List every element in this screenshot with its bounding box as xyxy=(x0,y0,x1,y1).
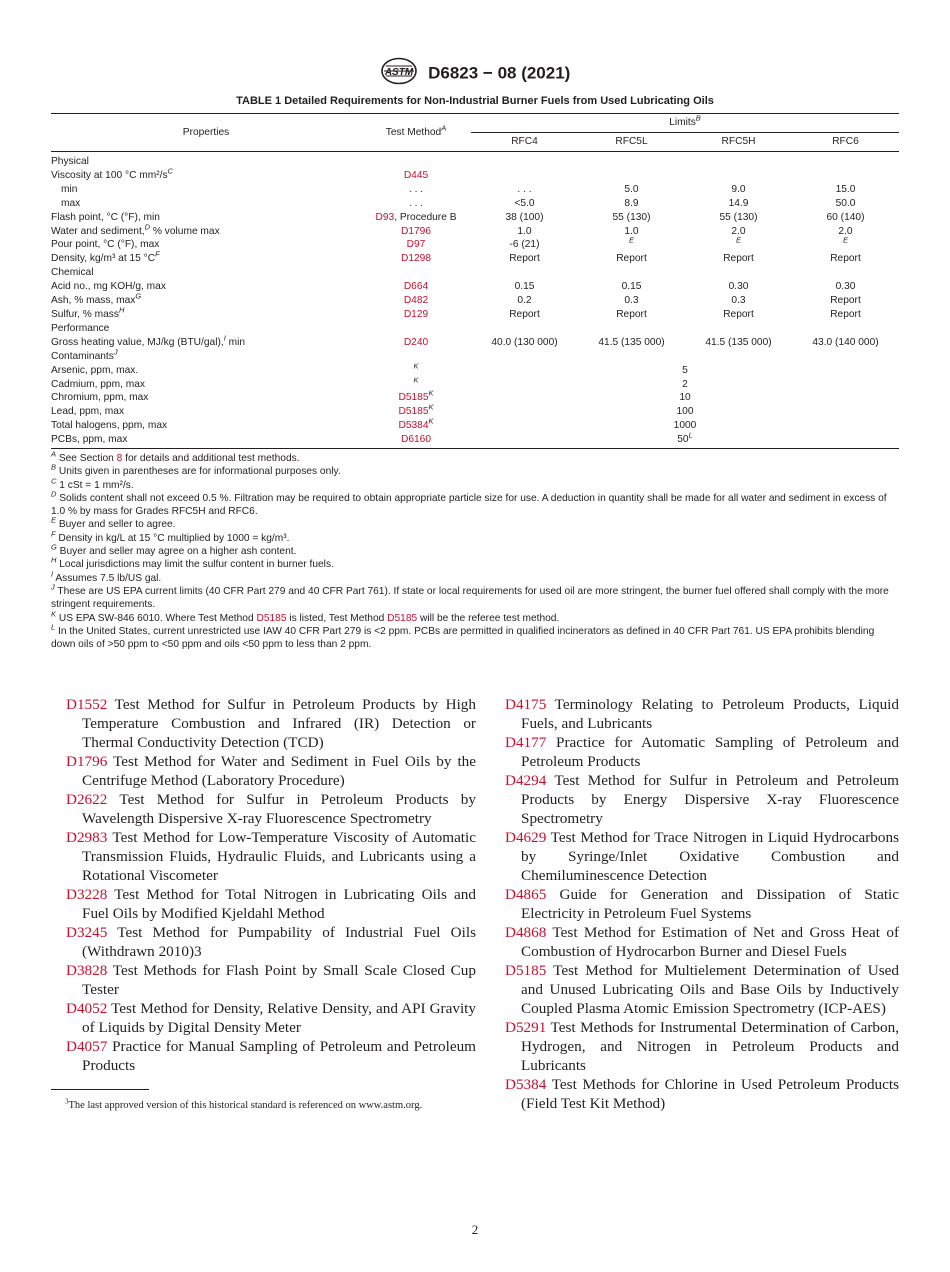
reference-item: D1796 Test Method for Water and Sediment in Fuel Oils by the Centrifuge Method (Laboratory Procedure) xyxy=(66,753,476,789)
reference-code-link[interactable]: D3228 xyxy=(66,886,108,903)
superscript: 3 xyxy=(194,943,202,960)
empty-cell xyxy=(471,350,578,364)
reference-item: D3228 Test Method for Total Nitrogen in Lubricating Oils and Fuel Oils by Modified Kjeldahl Method xyxy=(66,886,476,922)
superscript: D xyxy=(51,489,57,499)
header-test-method: Test Method$^A$ xyxy=(361,114,471,152)
reference-code-link[interactable]: D4868 xyxy=(505,924,547,941)
row-label: Viscosity at 100 °C mm²/$s^C$ xyxy=(51,166,173,181)
limit-cell: 55 (130) xyxy=(612,211,651,223)
reference-code-link[interactable]: D1796 xyxy=(66,753,108,770)
limit-cell: 9.0 xyxy=(731,183,746,195)
page-header xyxy=(0,57,950,90)
test-method-cell: D93, Procedure B xyxy=(375,211,457,223)
limit-cell xyxy=(792,169,899,183)
reference-item: D1552 Test Method for Sulfur in Petroleum Products by High Temperature Combustion and Infrared (IR) Detection or Thermal Conductivity Detection (TCD) xyxy=(66,696,476,751)
limit-cell: 2.0 xyxy=(731,225,746,237)
header-grade: RFC5H xyxy=(685,133,792,152)
superscript: F xyxy=(155,249,160,259)
limit-cell xyxy=(471,266,578,280)
table-row xyxy=(51,364,899,378)
table-row xyxy=(51,225,899,239)
test-method-cell xyxy=(361,416,471,433)
test-method-cell xyxy=(361,402,471,419)
reference-code-link[interactable]: D5384 xyxy=(505,1076,547,1093)
table-row xyxy=(51,266,899,280)
reference-item: D2622 Test Method for Sulfur in Petroleum Products by Wavelength Dispersive X-ray Fluorescence Spectrometry xyxy=(66,791,476,827)
limit-cell: 40.0 (130 000) xyxy=(491,336,558,348)
superscript: C xyxy=(167,166,173,176)
reference-item: D5291 Test Methods for Instrumental Determination of Carbon, Hydrogen, and Nitrogen in Petroleum Products and Lubricants xyxy=(505,1019,899,1074)
limit-cell: 15.0 xyxy=(835,183,856,195)
superscript: E xyxy=(735,236,741,246)
table-row xyxy=(51,183,899,197)
reference-item: D4057 Practice for Manual Sampling of Petroleum and Petroleum Products xyxy=(66,1038,476,1074)
superscript: G xyxy=(51,542,57,552)
limit-cell xyxy=(792,152,899,169)
limit-cell: 50.0 xyxy=(835,197,856,209)
superscript: E xyxy=(51,516,57,526)
reference-code-link[interactable]: D4177 xyxy=(505,734,547,751)
table-note: $^C$ 1 cSt = 1 mm²/s. xyxy=(51,476,134,491)
test-method-cell xyxy=(361,433,471,448)
reference-item: D4177 Practice for Automatic Sampling of Petroleum and Petroleum Products xyxy=(505,734,899,770)
test-method-link[interactable]: D6160 xyxy=(400,434,432,446)
row-label: Total halogens, ppm, max xyxy=(51,420,168,432)
table-row xyxy=(51,238,899,252)
note-link[interactable]: D5185 xyxy=(256,612,287,624)
limit-cell: 14.9 xyxy=(728,197,749,209)
reference-code-link[interactable]: D4294 xyxy=(505,772,547,789)
table-note: $^A$ See Section 8 for details and additional test methods. xyxy=(51,449,300,464)
limit-cell: 1.0 xyxy=(517,225,532,237)
test-method-link[interactable]: D664 xyxy=(403,281,429,293)
superscript: K xyxy=(413,361,419,371)
superscript: A xyxy=(51,449,57,459)
table-note: $^I$ Assumes 7.5 lb/US gal. xyxy=(51,569,162,584)
empty-cell xyxy=(578,350,685,364)
limit-cell: 2.0 xyxy=(838,225,853,237)
test-method-cell xyxy=(361,197,471,211)
references-left-column xyxy=(66,695,476,1075)
header-limits: Limits$^B$ xyxy=(471,114,899,133)
limit-cell: Report xyxy=(616,253,647,265)
limit-cell: Report xyxy=(723,253,754,265)
reference-item: D4294 Test Method for Sulfur in Petroleum and Petroleum Products by Energy Dispersive X-ray Fluorescence Spectrometry xyxy=(505,772,899,827)
test-method-cell xyxy=(361,280,471,294)
limit-cell: . . . xyxy=(517,183,532,195)
test-method-text: . . . xyxy=(408,197,424,209)
row-label: Physical xyxy=(51,156,89,167)
note-link[interactable]: D5185 xyxy=(387,612,418,624)
limit-cell xyxy=(685,322,792,336)
test-method-cell xyxy=(361,336,471,350)
superscript: B xyxy=(51,462,57,472)
superscript: E xyxy=(628,236,634,246)
table-row xyxy=(51,308,899,322)
row-label: Arsenic, ppm, max. xyxy=(51,364,139,376)
row-label: Performance xyxy=(51,322,110,334)
superscript: I xyxy=(51,569,54,579)
limit-cell: 1000 xyxy=(673,420,697,432)
table-row xyxy=(51,197,899,211)
row-label: min xyxy=(61,183,78,195)
superscript: H xyxy=(118,305,125,315)
footnote-rule xyxy=(51,1089,149,1090)
reference-code-link[interactable]: D4052 xyxy=(66,1000,108,1017)
reference-code-link[interactable]: D4629 xyxy=(505,829,547,846)
test-method-cell xyxy=(361,225,471,239)
superscript: J xyxy=(51,582,55,592)
test-method-link[interactable]: D129 xyxy=(403,308,429,320)
table-row xyxy=(51,378,899,392)
header-properties: Properties xyxy=(51,114,361,152)
reference-item: D4629 Test Method for Trace Nitrogen in Liquid Hydrocarbons by Syringe/Inlet Oxidative Combustion and Chemiluminescence Detection xyxy=(505,829,899,884)
table-row xyxy=(51,391,899,405)
test-method-cell xyxy=(361,375,471,392)
limit-cell: 0.30 xyxy=(835,281,856,293)
test-method-text: . . . xyxy=(408,183,424,195)
reference-code-link[interactable]: D4175 xyxy=(505,696,547,713)
test-method-cell xyxy=(361,322,471,336)
table-notes xyxy=(51,449,899,651)
row-label: Gross heating value, MJ/kg (BTU/gal),$^I$ min xyxy=(51,333,246,348)
test-method-link[interactable]: D97 xyxy=(406,239,426,251)
superscript: F xyxy=(51,529,56,539)
superscript: G xyxy=(135,291,142,301)
astm-logo-icon xyxy=(380,57,418,90)
superscript: E xyxy=(842,236,848,246)
limit-cell xyxy=(471,322,578,336)
table-caption: TABLE 1 Detailed Requirements for Non-Industrial Burner Fuels from Used Lubricating Oils xyxy=(236,95,714,107)
reference-item: D2983 Test Method for Low-Temperature Viscosity of Automatic Transmission Fluids, Hydraulic Fluids, and Lubricants using a Rotational Viscometer xyxy=(66,829,476,884)
limit-cell xyxy=(578,238,685,252)
limit-cell: -6 (21) xyxy=(509,239,540,251)
limit-cell: 5 xyxy=(682,364,688,376)
reference-item: D5185 Test Method for Multielement Determination of Used and Unused Lubricating Oils and Base Oils by Inductively Coupled Plasma Atomic Emission Spectrometry (ICP-AES) xyxy=(505,962,899,1017)
reference-code-link[interactable]: D3245 xyxy=(66,924,108,941)
reference-item: D4865 Guide for Generation and Dissipation of Static Electricity in Petroleum Fuel Systems xyxy=(505,886,899,922)
test-method-cell xyxy=(361,294,471,308)
limit-cell: 43.0 (140 000) xyxy=(812,336,879,348)
reference-code-link[interactable]: D5185 xyxy=(505,962,547,979)
table-note: $^F$ Density in kg/L at 15 °C multiplied by 1000 = kg/m³. xyxy=(51,529,290,544)
limit-cell: 10 xyxy=(679,392,691,404)
table-row xyxy=(51,336,899,350)
limit-cell xyxy=(578,322,685,336)
test-method-cell xyxy=(361,391,471,405)
superscript: D xyxy=(144,222,151,232)
row-label: Water and sediment,$^D$ % volume max xyxy=(51,222,220,237)
table-row xyxy=(51,152,899,169)
row-label: Cadmium, ppm, max xyxy=(51,378,145,390)
limit-cell: 41.5 (135 000) xyxy=(705,336,772,348)
limit-cell: <5.0 xyxy=(514,197,535,209)
table-note: $^D$ Solids content shall not exceed 0.5 %. Filtration may be required to obtain appropriate particle size for use. A deduction in quantity shall be made for all water and sediment in excess of 1.0 % by mass for Grades RFC5H and RFC6. xyxy=(51,489,887,518)
limit-cell: 0.15 xyxy=(621,281,642,293)
reference-code-link[interactable]: D3828 xyxy=(66,962,108,979)
row-label: Chromium, ppm, max xyxy=(51,392,149,404)
row-label: Sulfur, % mass$^H$ xyxy=(51,305,125,320)
empty-cell xyxy=(792,350,899,364)
row-label: Ash, % mass, $\max^G$ xyxy=(51,291,142,307)
reference-item: D4868 Test Method for Estimation of Net and Gross Heat of Combustion of Hydrocarbon Burner and Diesel Fuels xyxy=(505,924,899,960)
limit-cell: 1.0 xyxy=(624,225,639,237)
limit-cell: Report xyxy=(830,308,861,320)
row-label: Pour point, °C (°F), max xyxy=(51,239,160,251)
header-grade: RFC6 xyxy=(792,133,899,152)
test-method-cell xyxy=(361,183,471,197)
row-label: Contaminants$^J$ xyxy=(51,347,118,362)
limit-cell xyxy=(685,238,792,252)
table-note: $^H$ Local jurisdictions may limit the sulfur content in burner fuels. xyxy=(51,555,334,571)
row-label: PCBs, ppm, max xyxy=(51,433,361,448)
table-note: $^G$ Buyer and seller may agree on a higher ash content. xyxy=(51,542,297,558)
limit-cell: Report xyxy=(616,308,647,320)
table-row xyxy=(51,350,899,364)
table-row xyxy=(51,280,899,294)
limit-cell: Report xyxy=(723,308,754,320)
superscript: L xyxy=(688,430,693,440)
limit-cell: 0.3 xyxy=(624,295,639,307)
reference-item: D4175 Terminology Relating to Petroleum Products, Liquid Fuels, and Lubricants xyxy=(505,696,899,732)
row-label: Flash point, °C (°F), min xyxy=(51,211,160,223)
test-method-cell xyxy=(361,266,471,280)
test-method-link[interactable]: D5185 xyxy=(398,392,429,404)
limit-cell: Report xyxy=(830,253,861,265)
superscript: K xyxy=(428,389,434,399)
table-note: $^K$ US EPA SW-846 6010. Where Test Method D5185 is listed, Test Method D5185 will be the referee test method. xyxy=(51,609,560,624)
superscript: K xyxy=(428,402,434,412)
reference-code-link[interactable]: D2983 xyxy=(66,829,108,846)
table-row xyxy=(51,433,899,448)
row-label: max xyxy=(61,197,81,209)
limit-cell: 55 (130) xyxy=(719,211,758,223)
limit-cell: Report xyxy=(509,308,540,320)
reference-code-link[interactable]: D4865 xyxy=(505,886,547,903)
test-method-link[interactable]: D1796 xyxy=(400,225,432,237)
limit-cell: 100 xyxy=(676,406,694,418)
row-label: Lead, ppm, max xyxy=(51,406,125,418)
table-row xyxy=(51,211,899,225)
superscript: J xyxy=(113,347,118,357)
requirements-table xyxy=(51,113,899,449)
table-note: $^L$ In the United States, current unrestricted use IAW 40 CFR Part 279 is <2 ppm. PCBs are permitted in qualified incinerators as defined in 40 CFR Part 761. US EPA prohibits blending down oils of >50 ppm to <50 ppm and oils <50 ppm to less than 2 ppm. xyxy=(51,622,875,651)
test-method-link[interactable]: D5185 xyxy=(398,406,429,418)
limit-cell: $50^L$ xyxy=(471,433,899,448)
superscript: H xyxy=(51,555,57,565)
table-row xyxy=(51,294,899,308)
table-row xyxy=(51,252,899,266)
test-method-cell xyxy=(361,252,471,266)
table-row xyxy=(51,405,899,419)
header-grade: RFC5L xyxy=(578,133,685,152)
test-method-link[interactable]: D240 xyxy=(403,336,429,348)
limit-cell xyxy=(578,266,685,280)
test-method-link[interactable]: D5384 xyxy=(398,420,429,432)
superscript: K xyxy=(428,416,434,426)
row-label: Density, kg/m³ at 15 $^\circ C^F$ xyxy=(51,249,160,265)
table-note: $^B$ Units given in parentheses are for informational purposes only. xyxy=(51,462,341,478)
row-label: Acid no., mg KOH/g, max xyxy=(51,281,166,293)
test-method-link[interactable]: D93 xyxy=(375,211,395,223)
header-grade: RFC4 xyxy=(471,133,578,152)
limit-cell xyxy=(792,238,899,252)
footnote: $^3$The last approved version of this historical standard is referenced on www.astm.org. xyxy=(65,1097,423,1111)
limit-cell: 38 (100) xyxy=(505,211,544,223)
superscript: K xyxy=(51,609,57,619)
test-method-link[interactable]: D1298 xyxy=(400,253,432,265)
reference-item: D4052 Test Method for Density, Relative Density, and API Gravity of Liquids by Digital Density Meter xyxy=(66,1000,476,1036)
references-right-column xyxy=(505,695,899,1113)
limit-cell: 60 (140) xyxy=(826,211,865,223)
note-link[interactable]: 8 xyxy=(116,453,123,464)
superscript: L xyxy=(51,622,56,632)
reference-item: D3245 Test Method for Pumpability of Industrial Fuel Oils (Withdrawn 2010)3 xyxy=(66,924,476,960)
test-method-cell xyxy=(361,169,471,183)
limit-cell xyxy=(685,266,792,280)
limit-cell: 2 xyxy=(682,378,688,390)
reference-item: D5384 Test Methods for Chlorine in Used Petroleum Products (Field Test Kit Method) xyxy=(505,1076,899,1112)
reference-code-link[interactable]: D2622 xyxy=(66,791,108,808)
superscript: C xyxy=(51,476,57,486)
row-label: Chemical xyxy=(51,267,94,279)
superscript: K xyxy=(413,375,419,385)
reference-code-link[interactable]: D4057 xyxy=(66,1038,108,1055)
test-method-cell xyxy=(361,308,471,322)
reference-code-link[interactable]: D1552 xyxy=(66,696,108,713)
empty-cell xyxy=(685,350,792,364)
limit-cell: 41.5 (135 000) xyxy=(598,336,665,348)
reference-code-link[interactable]: D5291 xyxy=(505,1019,547,1036)
limit-cell xyxy=(471,152,578,169)
page-number: 2 xyxy=(471,1222,479,1237)
limit-cell xyxy=(578,152,685,169)
superscript: I xyxy=(223,333,226,343)
test-method-cell xyxy=(361,152,471,169)
limit-cell: 0.15 xyxy=(514,281,535,293)
limit-cell xyxy=(685,169,792,183)
limit-cell xyxy=(685,152,792,169)
test-method-link[interactable]: D482 xyxy=(403,295,429,307)
svg-text:ASTM: ASTM xyxy=(384,67,413,78)
table-row xyxy=(51,169,899,183)
table-row xyxy=(51,419,899,433)
limit-cell xyxy=(471,169,578,183)
limit-cell: Report xyxy=(509,253,540,265)
test-method-cell xyxy=(361,238,471,252)
limit-cell: 8.9 xyxy=(624,197,639,209)
limit-cell: 5.0 xyxy=(624,183,639,195)
table-note: $^J$ These are US EPA current limits (40 CFR Part 279 and 40 CFR Part 761). If state or local requirements for used oil are more stringent, the burner fuel offered shall comply with the more stringent requirements. xyxy=(51,582,889,611)
limit-cell xyxy=(792,266,899,280)
limit-cell: 0.3 xyxy=(731,295,746,307)
reference-item: D3828 Test Methods for Flash Point by Small Scale Closed Cup Tester xyxy=(66,962,476,998)
limit-cell: 0.2 xyxy=(517,295,532,307)
limit-cell xyxy=(578,169,685,183)
test-method-link[interactable]: D445 xyxy=(403,169,429,181)
table-note: $^E$ Buyer and seller to agree. xyxy=(51,516,176,531)
table-row xyxy=(51,322,899,336)
document-id: D6823 − 08 (2021) xyxy=(428,63,571,83)
limit-cell: 0.30 xyxy=(728,281,749,293)
limit-cell: Report xyxy=(830,295,861,307)
limit-cell xyxy=(792,322,899,336)
